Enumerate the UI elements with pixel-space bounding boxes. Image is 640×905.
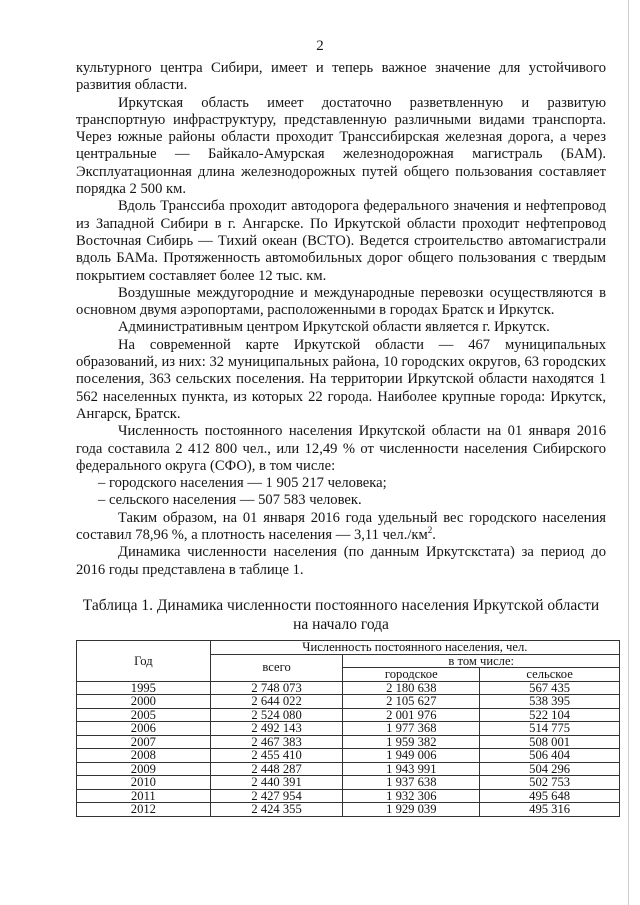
paragraph: Административным центром Иркутской области является г. Иркутск. [118,319,550,336]
cell-total: 2 440 391 [210,776,343,790]
cell-year: 2010 [77,776,211,790]
cell-year: 2000 [77,695,211,709]
cell-year: 2007 [77,735,211,749]
page-number: 2 [316,38,324,54]
cell-urban: 1 977 368 [343,722,480,736]
list-item: – городского населения — 1 905 217 человека; [98,475,387,492]
cell-year: 2005 [77,708,211,722]
cell-year: 2006 [77,722,211,736]
cell-year: 1995 [77,681,211,695]
paragraph: Вдоль Транссиба проходит автодорога федерального значения и нефтепровод из Западной Сибири в г. Ангарске. По Иркутской области проходит нефтепровод Восточная Сибирь — Тихий океан (ВСТО). Ведется строительство автомагистрали вдоль БАМа. Протяженность автомобильных дорог общего пользования с твердым покрытием составляет более 12 тыс. км. [76,198,606,284]
table-row [77,735,620,749]
cell-urban: 2 001 976 [343,708,480,722]
paragraph: культурного центра Сибири, имеет и теперь важное значение для устойчивого развития области. [76,60,606,94]
table-row [77,722,620,736]
cell-year: 2008 [77,749,211,763]
cell-rural: 495 316 [480,803,620,817]
cell-urban: 1 943 991 [343,762,480,776]
cell-total: 2 455 410 [210,749,343,763]
cell-year: 2009 [77,762,211,776]
cell-urban: 2 105 627 [343,695,480,709]
cell-urban: 2 180 638 [343,681,480,695]
body-text [76,60,606,579]
paragraph: Численность постоянного населения Иркутской области на 01 января 2016 года составила 2 412 800 чел., или 12,49 % от численности населения Сибирского федерального округа (СФО), в том числе: [76,423,606,474]
table-row [77,749,620,763]
header-population: Численность постоянного населения, чел. [210,641,619,655]
density-text: Таким образом, на 01 января 2016 года удельный вес городского населения составил 78,96 %, а плотность населения — 3,11 чел./км [76,509,606,544]
cell-rural: 508 001 [480,735,620,749]
cell-total: 2 448 287 [210,762,343,776]
cell-total: 2 644 022 [210,695,343,709]
cell-rural: 495 648 [480,789,620,803]
density-end: . [432,527,436,544]
cell-urban: 1 929 039 [343,803,480,817]
paragraph [76,510,606,545]
list-item: – сельского населения — 507 583 человек. [98,492,362,509]
population-table [76,640,620,817]
table-row [77,695,620,709]
cell-rural: 502 753 [480,776,620,790]
cell-rural: 522 104 [480,708,620,722]
table-row [77,762,620,776]
table-row [77,681,620,695]
cell-rural: 538 395 [480,695,620,709]
cell-urban: 1 932 306 [343,789,480,803]
table-caption: Таблица 1. Динамика численности постоянного населения Иркутской области на начало года [82,597,600,633]
cell-urban: 1 937 638 [343,776,480,790]
header-including: в том числе: [343,654,620,668]
paragraph: Динамика численности населения (по данным Иркутскстата) за период до 2016 годы представлена в таблице 1. [76,544,606,578]
cell-total: 2 492 143 [210,722,343,736]
cell-year: 2011 [77,789,211,803]
header-rural: сельское [480,668,620,682]
paragraph: Воздушные междугородние и международные перевозки осуществляются в основном двумя аэропортами, расположенными в городах Братск и Иркутск. [76,284,606,319]
paragraph: На современной карте Иркутской области — 467 муниципальных образований, из них: 32 муниципальных района, 10 городских округов, 63 городских поселения, 363 сельских поселения. На территории Иркутской области находятся 1 562 населенных пункта, из которых 22 города. Наиболее крупные города: Иркутск, Ангарск, Братск. [76,336,606,422]
cell-year: 2012 [77,803,211,817]
table-row [77,776,620,790]
table-row [77,789,620,803]
header-total: всего [210,654,343,681]
header-urban: городское [343,668,480,682]
table-body [77,681,620,816]
cell-urban: 1 959 382 [343,735,480,749]
cell-total: 2 424 355 [210,803,343,817]
cell-total: 2 427 954 [210,789,343,803]
header-year: Год [77,641,211,682]
cell-rural: 514 775 [480,722,620,736]
density-superscript: 2 [427,525,433,536]
cell-rural: 567 435 [480,681,620,695]
cell-total: 2 467 383 [210,735,343,749]
cell-urban: 1 949 006 [343,749,480,763]
cell-rural: 506 404 [480,749,620,763]
table-row [77,803,620,817]
cell-total: 2 524 080 [210,708,343,722]
cell-total: 2 748 073 [210,681,343,695]
page-edge-line [628,0,629,905]
paragraph: Иркутская область имеет достаточно разветвленную и развитую транспортную инфраструктуру, представленную различными видами транспорта. Через южные районы области проходит Транссибирская железная дорога, а через центральные — Байкало-Амурская железнодорожная магистраль (БАМ). Эксплуатационная длина железнодорожных путей общего пользования составляет порядка 2 500 км. [76,94,606,198]
table-row [77,708,620,722]
cell-rural: 504 296 [480,762,620,776]
